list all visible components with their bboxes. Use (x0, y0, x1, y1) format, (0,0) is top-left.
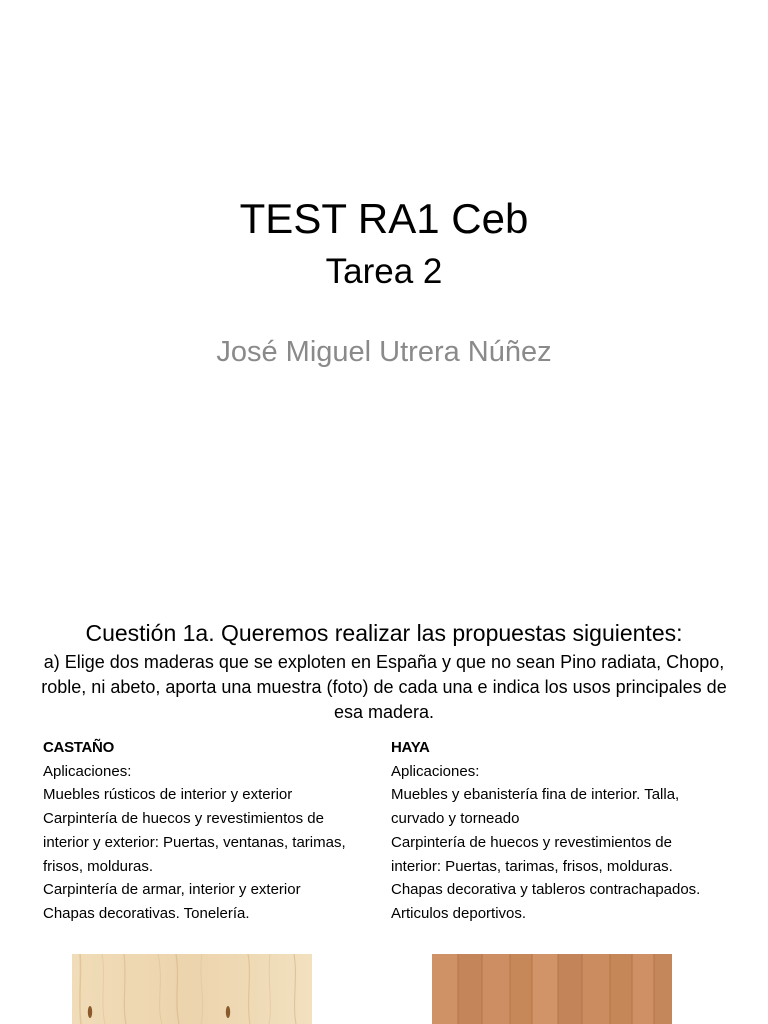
wood-line: Muebles y ebanistería fina de interior. Talla, curvado y torneado (391, 786, 680, 828)
wood-column-castano (43, 736, 373, 926)
question-heading: Cuestión 1a. Queremos realizar las propuestas siguientes: (85, 620, 683, 646)
slide-title: TEST RA1 Ceb (239, 195, 529, 242)
slide-subtitle: Tarea 2 (325, 252, 443, 291)
wood-name: HAYA (391, 739, 430, 756)
wood-line: Articulos deportivos. (391, 904, 527, 922)
wood-column-haya (391, 736, 721, 926)
slide-author: José Miguel Utrera Núñez (216, 336, 552, 368)
wood-line: Muebles rústicos de interior y exterior (43, 786, 293, 804)
wood-line: Carpintería de huecos y revestimientos de interior: Puertas, tarimas, frisos, molduras. (391, 833, 673, 875)
castano-wood-photo (72, 954, 312, 1024)
question-slide (0, 576, 768, 1024)
wood-line: Carpintería de armar, interior y exterior (43, 881, 301, 899)
question-body: a) Elige dos maderas que se exploten en España y que no sean Pino radiata, Chopo, roble, ni abeto, aporta una muestra (foto) de cada una e indica los usos principales de esa madera. (41, 652, 727, 722)
wood-line: Aplicaciones: (43, 762, 132, 780)
haya-wood-photo (432, 954, 672, 1024)
wood-line: Carpintería de huecos y revestimientos de interior y exterior: Puertas, ventanas, tarimas, frisos, molduras. (43, 810, 346, 875)
wood-line: Chapas decorativa y tableros contrachapados. (391, 881, 701, 899)
wood-line: Chapas decorativas. Tonelería. (43, 904, 250, 922)
wood-line: Aplicaciones: (391, 762, 480, 780)
wood-name: CASTAÑO (43, 739, 114, 756)
